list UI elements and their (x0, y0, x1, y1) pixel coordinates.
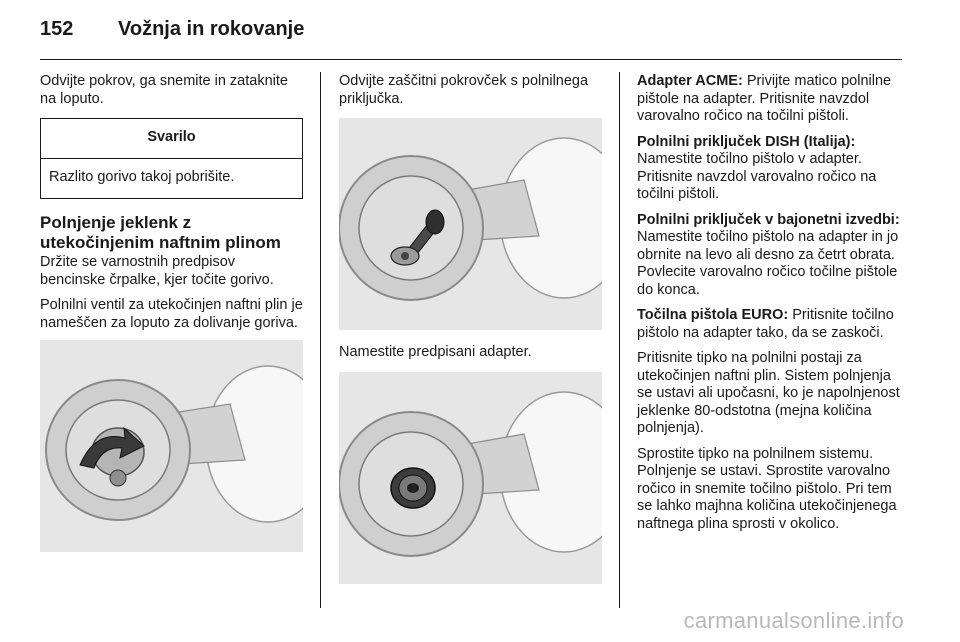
column-divider-1 (320, 72, 321, 608)
paragraph-dish (637, 134, 905, 204)
page-title: Vožnja in rokovanje (118, 18, 305, 40)
paragraph-remove-cap: Odvijte pokrov, ga snemite in zataknite na loputo. (40, 73, 288, 107)
paragraph-euro (637, 307, 905, 342)
bayonet-label: Polnilni priključek v bajonetni izvedbi: (637, 211, 900, 228)
paragraph-press-button: Pritisnite tipko na polnilni postaji za utekočinjen naftni plin. Sistem polnjenja se ustavi ali upočasni, ko je napolnjenost jeklenke 80-odstotna (mejna količina polnjenja). (637, 350, 900, 436)
paragraph-attach-adapter: Namestite predpisani adapter. (339, 344, 532, 360)
fuel-flap-illustration (40, 340, 303, 552)
section-heading: Polnjenje jeklenk z utekočinjenim naftnim plinom (40, 213, 281, 252)
figure-filler-nozzle (339, 118, 602, 330)
watermark-text: carmanualsonline.info (683, 608, 904, 633)
page-header (40, 18, 304, 48)
figure-adapter (339, 372, 602, 584)
figure-fuel-flap-open (40, 340, 303, 552)
warning-box (40, 118, 303, 199)
bayonet-text: Namestite točilno pištolo na adapter in jo obrnite na levo ali desno za četrt obrata. Povlecite varovalno ročico točilne pištole do konca. (637, 229, 899, 298)
paragraph-valve-location: Polnilni ventil za utekočinjen naftni plin je nameščen za loputo za dolivanje goriva. (40, 297, 303, 331)
paragraph-bayonet (637, 212, 905, 300)
euro-label: Točilna pištola EURO: (637, 307, 789, 323)
paragraph-remove-protective-cap: Odvijte zaščitni pokrovček s polnilnega priključka. (339, 73, 589, 107)
column-1 (40, 73, 303, 566)
euro-text: Pritisnite točilno pištolo na adapter tako, da se zaskoči. (637, 307, 894, 341)
paragraph-safety: Držite se varnostnih predpisov bencinske črpalke, kjer točite gorivo. (40, 254, 274, 288)
dish-label: Polnilni priključek DISH (Italija): (637, 133, 856, 150)
acme-text: Privijte matico polnilne pištole na adapter. Pritisnite navzdol varovalno ročico na točilni pištoli. (637, 73, 892, 124)
column-2 (339, 73, 602, 598)
column-3 (637, 73, 905, 541)
warning-title: Svarilo (41, 119, 302, 159)
paragraph-release-button: Sprostite tipko na polnilnem sistemu. Polnjenje se ustavi. Sprostite varovalno ročico in snemite točilno pištolo. Pri tem se lahko majhna količina utekočinjenega naftnega plina sprosti v okolico. (637, 445, 897, 532)
page-number: 152 (40, 18, 74, 40)
header-divider (40, 59, 902, 60)
paragraph-acme (637, 73, 905, 126)
acme-label: Adapter ACME: (637, 73, 743, 89)
filler-nozzle-illustration (339, 118, 602, 330)
warning-text: Razlito gorivo takoj pobrišite. (49, 168, 235, 185)
adapter-illustration (339, 372, 602, 584)
column-divider-2 (619, 72, 620, 608)
dish-text: Namestite točilno pištolo v adapter. Pritisnite navzdol varovalno ročico na točilni pištoli. (637, 151, 877, 202)
